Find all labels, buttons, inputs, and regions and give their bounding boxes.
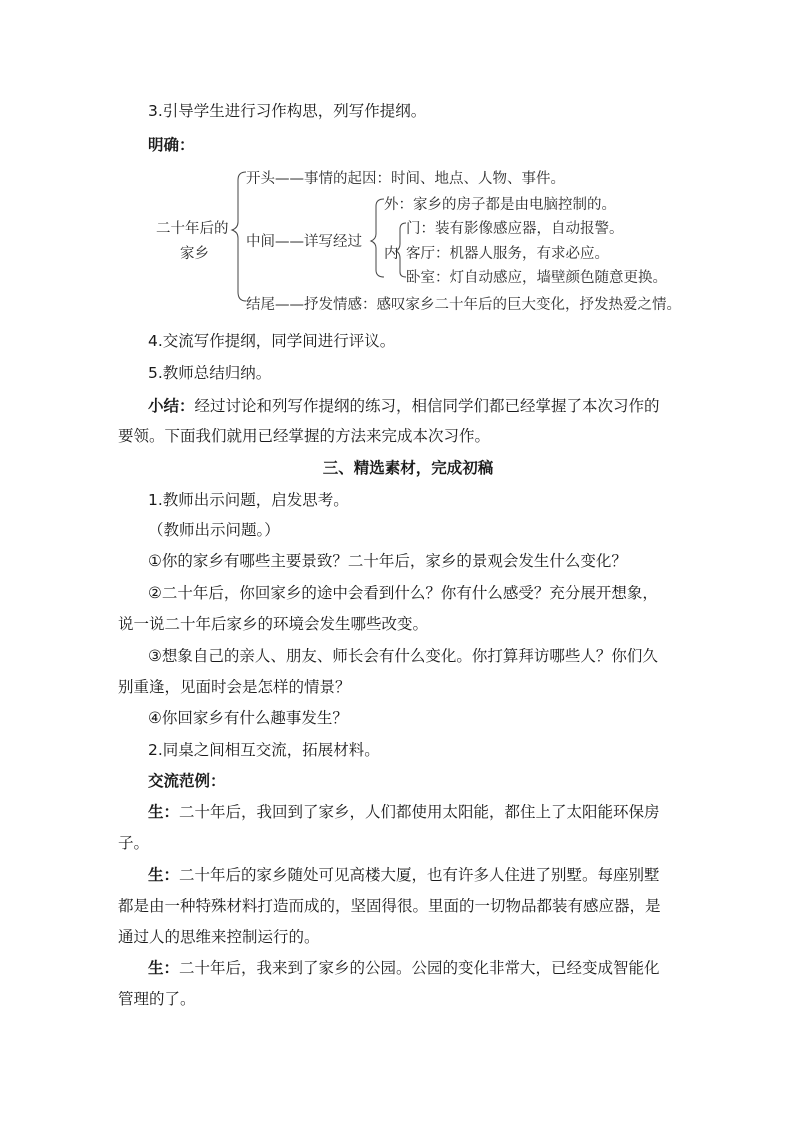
speaker-label: 生：: [148, 803, 180, 821]
question-1: ①你的家乡有哪些主要景致？二十年后，家乡的景观会发生什么变化？: [148, 552, 627, 570]
speaker-label: 生：: [148, 959, 180, 977]
outline-root-line1: 二十年后的: [156, 221, 229, 237]
summary-line-2: 要领。下面我们就用已经掌握的方法来完成本次习作。: [118, 427, 491, 445]
summary-label: 小结：: [148, 397, 195, 415]
example-2-line-1: 生：二十年后的家乡随处可见高楼大厦，也有许多人住进了别墅。每座别墅: [148, 866, 660, 884]
step-4: 4.交流写作提纲，同学间进行评议。: [148, 332, 396, 350]
question-3-line-2: 别重逢，见面时会是怎样的情景？: [118, 678, 351, 696]
speaker-label: 生：: [148, 866, 180, 884]
mingque-label: 明确：: [148, 136, 195, 154]
summary-line-1: 小结：经过讨论和列写作提纲的练习，相信同学们都已经掌握了本次习作的: [148, 397, 660, 415]
outline-jiewei: 结尾——抒发情感：感叹家乡二十年后的巨大变化，抒发热爱之情。: [246, 297, 681, 313]
outline-woshi: 卧室：灯自动感应，墙壁颜色随意更换。: [406, 270, 667, 286]
example-1-line-2: 子。: [118, 834, 150, 852]
section-3-heading: 三、精选素材，完成初稿: [322, 459, 494, 477]
question-2-line-2: 说一说二十年后家乡的环境会发生哪些改变。: [118, 615, 429, 633]
question-4: ④你回家乡有什么趣事发生？: [148, 709, 348, 727]
paragraph-1: 1.教师出示问题，启发思考。: [148, 491, 349, 509]
step-5: 5.教师总结归纳。: [148, 364, 272, 382]
paragraph-2: （教师出示问题。）: [148, 521, 280, 539]
example-3-line-1: 生：二十年后，我来到了家乡的公园。公园的变化非常大，已经变成智能化: [148, 959, 660, 977]
outline-men: 门：装有影像感应器，自动报警。: [406, 221, 624, 237]
outline-nei: 内: [384, 246, 399, 262]
outline-zhongjian: 中间——详写经过: [246, 234, 362, 250]
outline-brackets: [0, 0, 794, 330]
outline-wai: 外：家乡的房子都是由电脑控制的。: [384, 197, 616, 213]
question-3-line-1: ③想象自己的亲人、朋友、师长会有什么变化。你打算拜访哪些人？你们久: [148, 647, 658, 665]
example-2-line-2: 都是由一种特殊材料打造而成的，坚固得很。里面的一切物品都装有感应器，是: [118, 897, 661, 915]
step-3: 3.引导学生进行习作构思，列写作提纲。: [148, 102, 427, 120]
example-1-line-1: 生：二十年后，我回到了家乡，人们都使用太阳能，都住上了太阳能环保房: [148, 803, 660, 821]
outline-root-line2: 家乡: [180, 246, 209, 262]
question-2-line-1: ②二十年后，你回家乡的途中会看到什么？你有什么感受？充分展开想象，: [148, 584, 658, 602]
example-label: 交流范例：: [148, 772, 226, 790]
paragraph-3: 2.同桌之间相互交流，拓展材料。: [148, 741, 380, 759]
example-3-line-2: 管理的了。: [118, 990, 196, 1008]
outline-kaitou: 开头——事情的起因：时间、地点、人物、事件。: [246, 171, 565, 187]
outline-keting: 客厅：机器人服务，有求必应。: [406, 246, 609, 262]
example-2-line-3: 通过人的思维来控制运行的。: [118, 928, 320, 946]
